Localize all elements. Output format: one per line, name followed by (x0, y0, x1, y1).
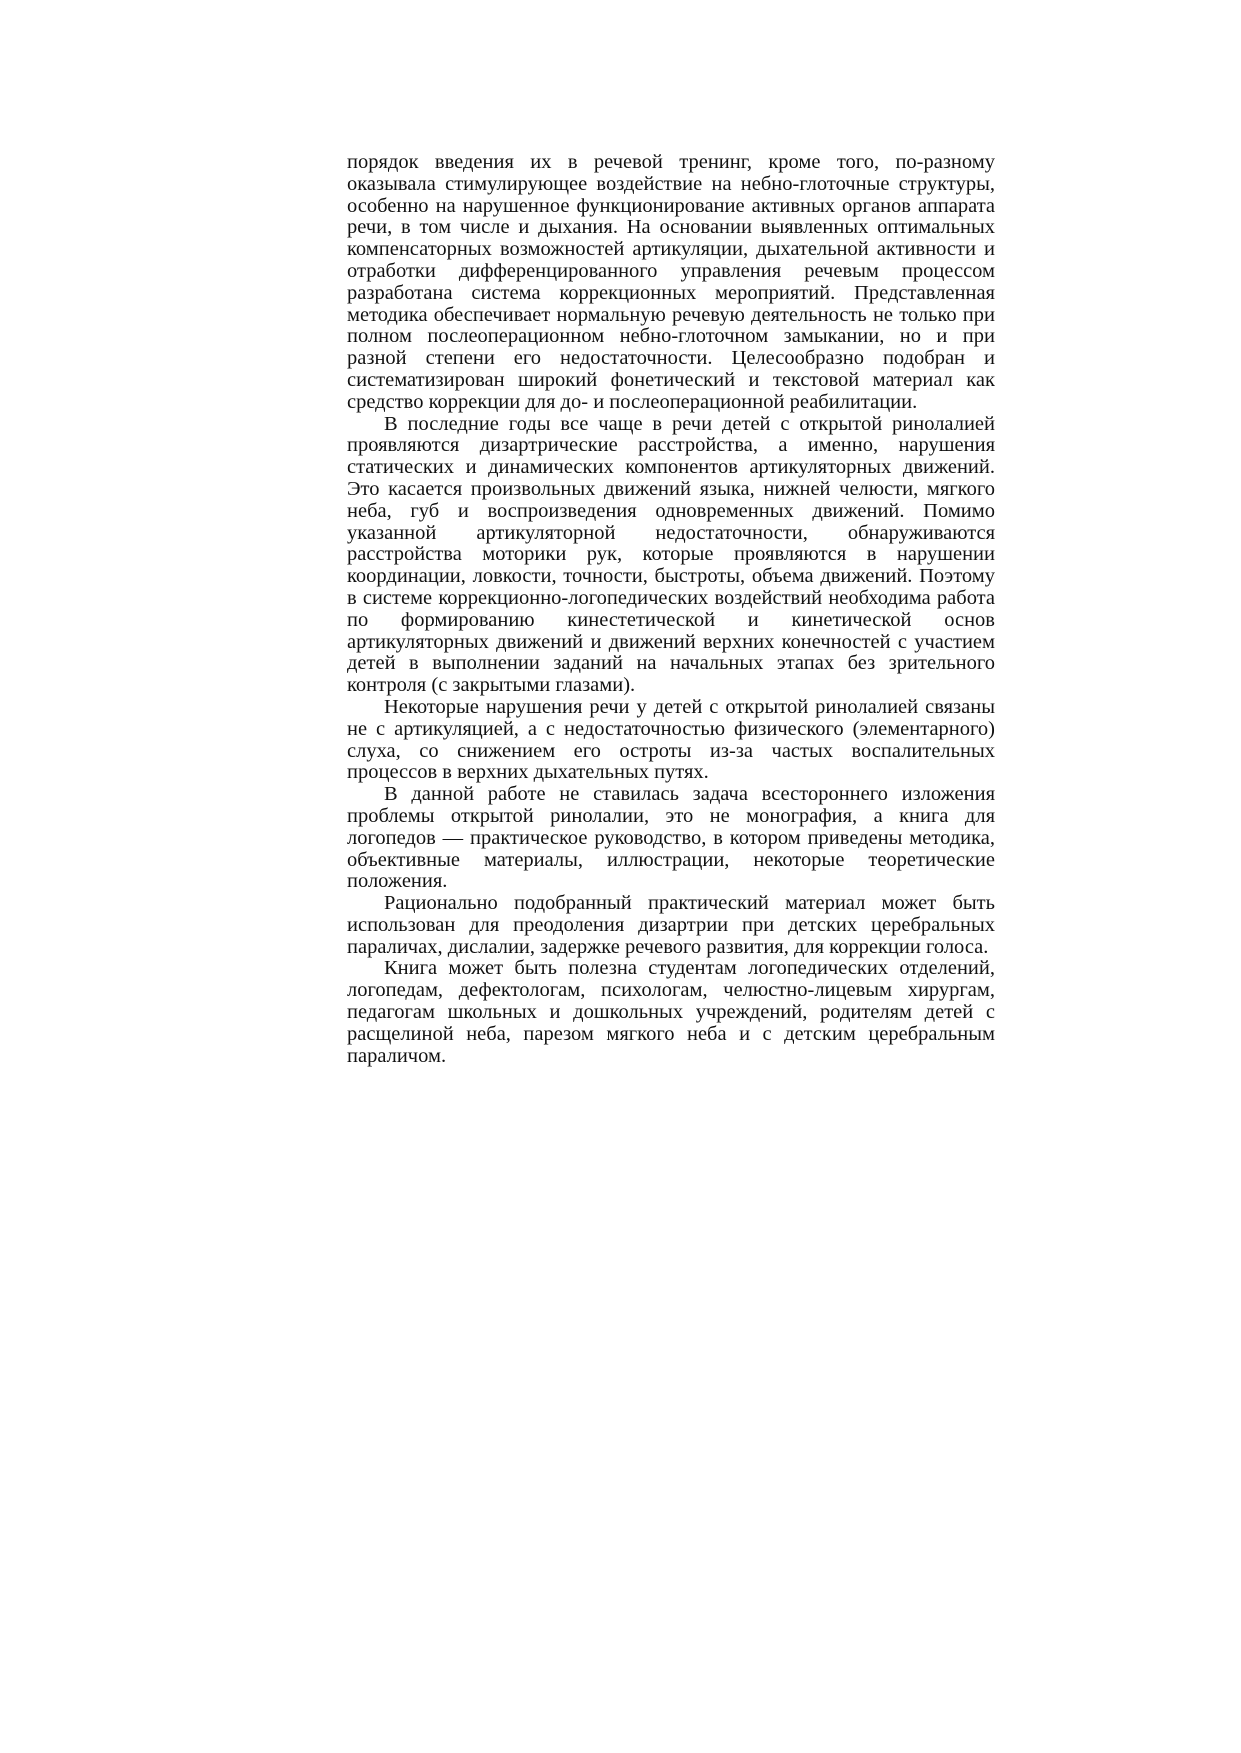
paragraph-4: В данной работе не ставилась задача всестороннего изложения проблемы открытой ринолалии, это не монография, а книга для логопедов — практическое руководство, в котором приведены методика, объективные материалы, иллюстрации, некоторые теоретические положения. (347, 783, 995, 893)
paragraph-1: порядок введения их в речевой тренинг, кроме того, по-разному оказывала стимулирующее воздействие на небно-глоточные структуры, особенно на нарушенное функционирование активных органов аппарата речи, в том числе и дыхания. На основании выявленных оптимальных компенсаторных возможностей артикуляции, дыхательной активности и отработки дифференцированного управления речевым процессом разработана система коррекционных мероприятий. Представленная методика обеспечивает нормальную речевую деятельность не только при полном послеоперационном небно-глоточном замыкании, но и при разной степени его недостаточности. Целесообразно подобран и систематизирован широкий фонетический и текстовой материал как средство коррекции для до- и послеоперационной реабилитации. (347, 151, 995, 413)
paragraph-5: Рационально подобранный практический материал может быть использован для преодоления дизартрии при детских церебральных параличах, дислалии, задержке речевого развития, для коррекции голоса. (347, 892, 995, 958)
paragraph-2: В последние годы все чаще в речи детей с открытой ринолалией проявляются дизартрические расстройства, а именно, нарушения статических и динамических компонентов артикуляторных движений. Это касается произвольных движений языка, нижней челюсти, мягкого неба, губ и воспроизведения одновременных движений. Помимо указанной артикуляторной недостаточности, обнаруживаются расстройства моторики рук, которые проявляются в нарушении координации, ловкости, точности, быстроты, объема движений. Поэтому в системе коррекционно-логопедических воздействий необходима работа по формированию кинестетической и кинетической основ артикуляторных движений и движений верхних конечностей с участием детей в выполнении заданий на начальных этапах без зрительного контроля (с закрытыми глазами). (347, 412, 995, 697)
paragraph-6: Книга может быть полезна студентам логопедических отделений, логопедам, дефектологам, психологам, челюстно-лицевым хирургам, педагогам школьных и дошкольных учреждений, родителям детей с расщелиной неба, парезом мягкого неба и с детским церебральным параличом. (347, 957, 995, 1067)
paragraph-3: Некоторые нарушения речи у детей с открытой ринолалией связаны не с артикуляцией, а с недостаточностью физического (элементарного) слуха, со снижением его остроты из-за частых воспалительных процессов в верхних дыхательных путях. (347, 695, 995, 784)
body-text (347, 152, 995, 1067)
